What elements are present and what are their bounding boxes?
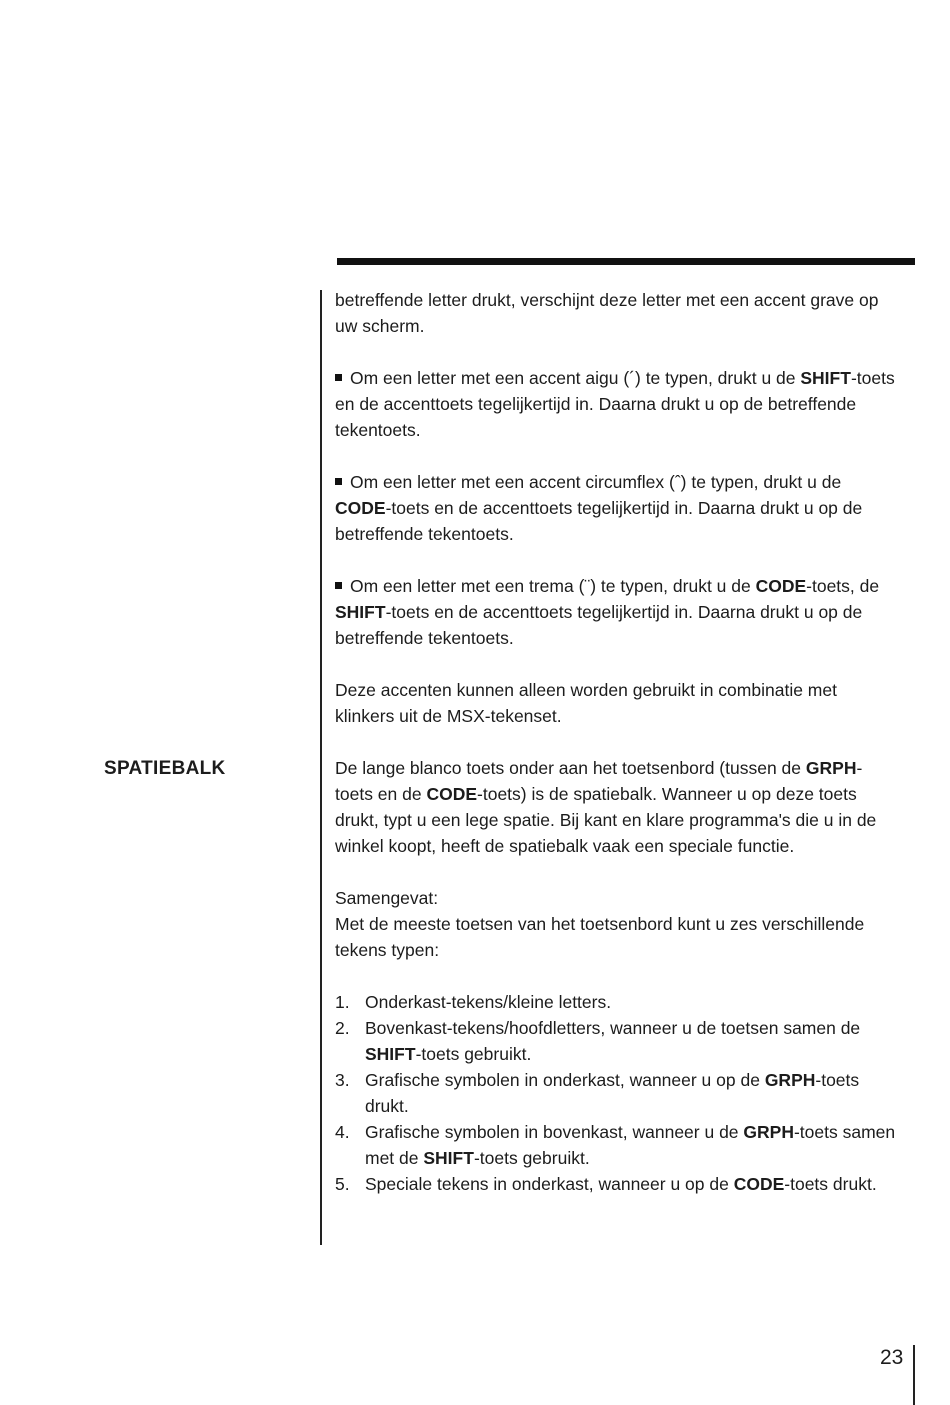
bullet-icon xyxy=(335,582,342,589)
list-number: 1. xyxy=(335,992,350,1012)
paragraph-spatiebalk xyxy=(335,755,900,859)
paragraph-accent-aigu xyxy=(335,365,900,443)
column-divider xyxy=(320,290,322,1245)
paragraph-trema xyxy=(335,573,900,651)
paragraph-accent-circumflex xyxy=(335,469,900,547)
bullet-icon xyxy=(335,478,342,485)
text: -toets en de accenttoets tegelijkertijd in. Daarna drukt u op de betreffende tekentoets. xyxy=(335,498,863,544)
list-item xyxy=(335,1119,900,1171)
key-code: CODE xyxy=(335,498,386,518)
paragraph-summary xyxy=(335,885,900,963)
text: Om een letter met een accent circumflex (ˆ) te typen, drukt u de xyxy=(350,472,842,492)
list-text: Bovenkast-tekens/hoofdletters, wanneer u de toetsen samen de SHIFT-toets gebruikt. xyxy=(365,1018,861,1064)
list-item xyxy=(335,989,900,1015)
key-code: CODE xyxy=(755,576,807,596)
main-column xyxy=(335,287,900,1197)
list-number: 2. xyxy=(335,1018,350,1038)
list-text: Onderkast-tekens/kleine letters. xyxy=(365,992,612,1012)
text: -toets) is de spatiebalk. Wanneer u op deze toets drukt, typt u een lege spatie. Bij kant en klare programma's die u in de winkel koopt, heeft de spatiebalk vaak een speciale functie. xyxy=(335,784,877,856)
key-shift: SHIFT xyxy=(335,602,386,622)
character-types-list xyxy=(335,989,900,1197)
text: -toets en de xyxy=(335,758,863,804)
text: Om een letter met een accent aigu (´) te typen, drukt u de xyxy=(350,368,801,388)
list-text: Speciale tekens in onderkast, wanneer u op de CODE-toets drukt. xyxy=(365,1174,877,1194)
list-item xyxy=(335,1067,900,1119)
top-rule xyxy=(337,258,915,265)
page-number-rule xyxy=(913,1345,915,1405)
list-number: 5. xyxy=(335,1174,350,1194)
list-number: 3. xyxy=(335,1070,350,1090)
text: Om een letter met een trema (¨) te typen, drukt u de xyxy=(350,576,756,596)
list-item xyxy=(335,1015,900,1067)
bullet-icon xyxy=(335,374,342,381)
paragraph-accent-grave: betreffende letter drukt, verschijnt deze letter met een accent grave op uw scherm. xyxy=(335,290,879,336)
list-number: 4. xyxy=(335,1122,350,1142)
section-heading-spatiebalk: SPATIEBALK xyxy=(104,758,226,779)
key-grph: GRPH xyxy=(805,758,857,778)
list-item xyxy=(335,1171,900,1197)
paragraph-accents-note: Deze accenten kunnen alleen worden gebruikt in combinatie met klinkers uit de MSX-tekenset. xyxy=(335,680,837,726)
summary-label: Samengevat: xyxy=(335,888,439,908)
text: De lange blanco toets onder aan het toetsenbord (tussen de xyxy=(335,758,806,778)
key-shift: SHIFT xyxy=(800,368,851,388)
text: -toets en de accenttoets tegelijkertijd in. Daarna drukt u op de betreffende tekentoets. xyxy=(335,368,895,440)
list-text: Grafische symbolen in onderkast, wanneer u op de GRPH-toets drukt. xyxy=(365,1070,860,1116)
text: -toets en de accenttoets tegelijkertijd in. Daarna drukt u op de betreffende tekentoets. xyxy=(335,602,863,648)
key-code: CODE xyxy=(426,784,478,804)
text: -toets, de xyxy=(806,576,880,596)
summary-text: Met de meeste toetsen van het toetsenbord kunt u zes verschillende tekens typen: xyxy=(335,914,865,960)
page-number: 23 xyxy=(880,1346,904,1369)
list-text: Grafische symbolen in bovenkast, wanneer u de GRPH-toets samen met de SHIFT-toets gebruikt. xyxy=(365,1122,896,1168)
